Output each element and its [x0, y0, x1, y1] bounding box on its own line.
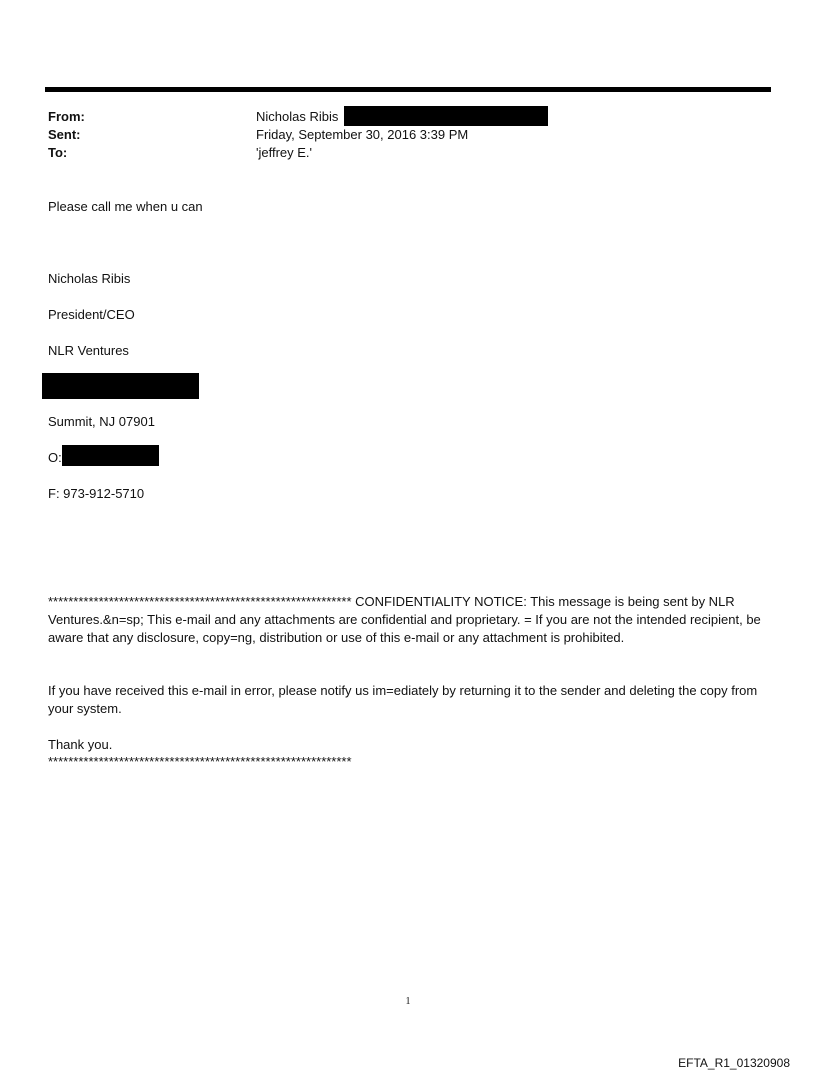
notice-paragraph-1: ************************************************************ CONFIDENTIALITY NOTICE: This message is being sent by NLR Ventures.&n=sp; This e-mail and any attachments are confidential and proprietary. = If you are not the intended recipient, be aware that any disclosure, copy=ng, distribution or use of this e-mail or any attachment is prohibited.: [48, 594, 761, 645]
from-value: Nicholas Ribis: [256, 109, 339, 124]
signature-company: NLR Ventures: [48, 343, 129, 358]
sent-label: Sent:: [48, 127, 81, 142]
to-label: To:: [48, 145, 68, 160]
from-label: From:: [48, 109, 85, 124]
notice-paragraph-2: If you have received this e-mail in error, please notify us im=ediately by returning it to the sender and deleting the copy from your system.: [48, 683, 758, 716]
notice-error-paragraph: [48, 682, 764, 718]
office-label: O:: [48, 450, 62, 465]
signature-city: Summit, NJ 07901: [48, 414, 155, 429]
signature-title: President/CEO: [48, 307, 135, 322]
message-text: Please call me when u can: [48, 199, 203, 214]
fax-line: F: 973-912-5710: [48, 486, 145, 501]
confidentiality-notice: [48, 593, 764, 647]
redaction-from-email: [344, 106, 548, 126]
closing-stars: ************************************************************: [48, 754, 352, 769]
thank-you: Thank you.: [48, 737, 113, 752]
redaction-address: [42, 373, 199, 399]
signature-name: Nicholas Ribis: [48, 271, 131, 286]
to-value: 'jeffrey E.': [256, 145, 313, 160]
header-divider: [45, 87, 771, 92]
sent-value: Friday, September 30, 2016 3:39 PM: [256, 127, 469, 142]
page-number: 1: [405, 996, 411, 1007]
document-id: EFTA_R1_01320908: [678, 1056, 790, 1070]
redaction-office-phone: [62, 445, 159, 466]
